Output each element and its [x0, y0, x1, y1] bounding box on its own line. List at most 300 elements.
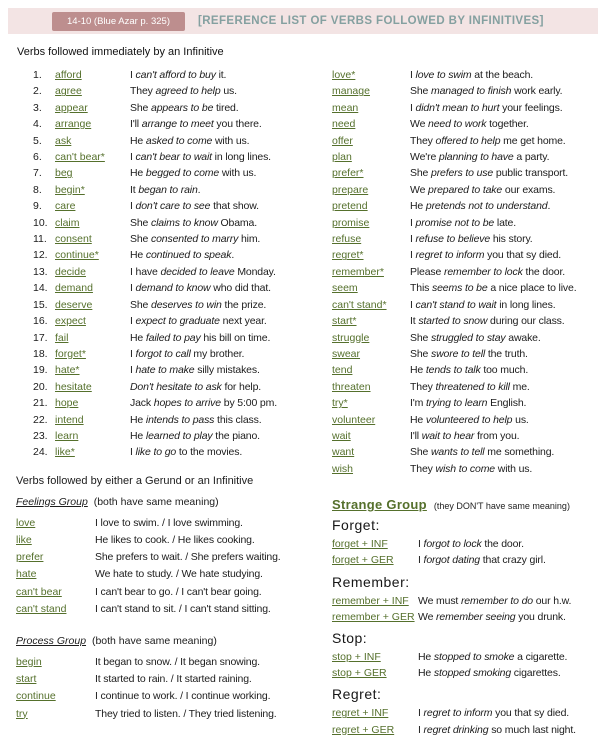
entry-number: 5.: [33, 134, 42, 147]
example-sentence: I'm trying to learn English.: [410, 397, 527, 410]
verb-entry: [332, 116, 594, 132]
example-emphasis: regret to inform: [423, 707, 493, 720]
example-sentence: It started to rain. / It started raining.: [95, 673, 252, 686]
example-sentence: I hate to make silly mistakes.: [130, 364, 260, 377]
verb-entry: [332, 461, 594, 477]
verb-word: afford: [55, 69, 82, 81]
example-emphasis: learned to play: [145, 429, 213, 442]
entry-number: 1.: [33, 69, 42, 81]
verb-word: appear: [55, 101, 88, 114]
verb-entry: [332, 395, 594, 411]
entry-number: 23.: [33, 429, 48, 442]
example-sentence: I promise not to be late.: [410, 216, 517, 229]
pattern-entry: [332, 665, 594, 681]
header-bar: [8, 8, 598, 34]
verb-entry: [332, 67, 594, 83]
verb-entry: [16, 584, 322, 601]
verb-entry: [33, 379, 322, 395]
verb-word: love*: [332, 69, 356, 81]
section2-title: Verbs followed by either a Gerund or an Infinitive: [16, 474, 254, 487]
example-emphasis: Don't hesitate to ask: [130, 380, 222, 393]
entry-number: 24.: [33, 446, 48, 459]
verb-word: mean: [332, 101, 359, 114]
verb-word: deserve: [55, 298, 93, 311]
verb-word: regret*: [332, 249, 364, 262]
example-sentence: I forgot to lock the door.: [418, 538, 524, 551]
process-group-heading: [16, 634, 322, 649]
verb-word: can't bear*: [55, 151, 105, 164]
example-sentence: They threatened to kill me.: [410, 380, 530, 393]
verb-entry: [332, 165, 594, 181]
example-emphasis: forgot to call: [135, 347, 191, 360]
verb-entry: [33, 182, 322, 198]
verb-word: threaten: [332, 380, 371, 393]
verb-entry: [332, 133, 594, 149]
example-sentence: He intends to pass this class.: [130, 413, 262, 426]
example-sentence: I can't bear to wait in long lines.: [130, 151, 271, 164]
verb-word: seem: [332, 282, 358, 295]
example-emphasis: refuse to believe: [415, 233, 491, 246]
example-sentence: She swore to tell the truth.: [410, 347, 528, 360]
example-emphasis: stopped to smoke: [433, 650, 515, 663]
verb-entry: [33, 412, 322, 428]
verb-entry: [33, 133, 322, 149]
example-sentence: We need to work together.: [410, 118, 529, 131]
example-sentence: He stopped to smoke a cigarette.: [418, 650, 568, 663]
example-emphasis: like to go: [135, 446, 177, 459]
verb-entry: [33, 215, 322, 231]
entry-number: 8.: [33, 183, 42, 196]
verb-word: want: [332, 446, 355, 459]
pattern-group-title: Forget:: [332, 517, 380, 534]
feelings-group: [16, 495, 322, 618]
section2: [16, 475, 322, 723]
pattern-group-title: Regret:: [332, 686, 382, 703]
verb-entry: [332, 379, 594, 395]
pattern-label: stop + INF: [332, 650, 381, 663]
entry-number: 15.: [33, 298, 48, 311]
verb-entry: [33, 362, 322, 378]
verb-entry: [33, 395, 322, 411]
example-emphasis: wait to hear: [421, 429, 475, 442]
verb-word: continue*: [55, 249, 99, 262]
example-emphasis: remember to do: [460, 594, 533, 607]
pattern-label: regret + GER: [332, 723, 395, 736]
verb-word: wait: [332, 429, 351, 442]
example-sentence: He tends to talk too much.: [410, 364, 529, 377]
example-emphasis: can't afford to buy: [135, 69, 216, 81]
verb-word: hate*: [55, 364, 80, 377]
verb-entry: [33, 313, 322, 329]
example-emphasis: deserves to win: [151, 298, 222, 311]
section1-title: Verbs followed immediately by an Infinitive: [17, 46, 224, 58]
verb-entry: [332, 198, 594, 214]
entry-number: 14.: [33, 282, 48, 295]
pattern-label: remember + INF: [332, 594, 409, 607]
pattern-label: regret + INF: [332, 707, 389, 720]
verb-entry: [332, 100, 594, 116]
pattern-label: remember + GER: [332, 610, 415, 623]
example-emphasis: failed to pay: [145, 331, 201, 344]
example-sentence: He stopped smoking cigarettes.: [418, 667, 561, 680]
example-sentence: They agreed to help us.: [130, 85, 237, 98]
entry-number: 21.: [33, 397, 48, 410]
right-column: [332, 67, 594, 738]
example-sentence: I regret drinking so much last night.: [418, 723, 576, 736]
entry-number: 2.: [33, 85, 42, 98]
verb-entry: [16, 532, 322, 549]
verb-word: try: [16, 707, 28, 720]
example-sentence: They wish to come with us.: [410, 462, 533, 475]
example-sentence: I can't bear to go. / I can't bear going.: [95, 585, 262, 598]
verb-word: demand: [55, 282, 93, 295]
process-group: [16, 634, 322, 723]
verb-entry: [33, 116, 322, 132]
entry-number: 6.: [33, 151, 42, 164]
verb-word: struggle: [332, 331, 370, 344]
entry-number: 20.: [33, 380, 48, 393]
example-sentence: I forgot to call my brother.: [130, 347, 245, 360]
example-sentence: Jack hopes to arrive by 5:00 pm.: [130, 397, 277, 410]
example-sentence: I forgot dating that crazy girl.: [418, 554, 546, 567]
example-sentence: I like to go to the movies.: [130, 446, 243, 459]
pattern-entry: [332, 536, 594, 552]
example-emphasis: wish to come: [435, 462, 495, 475]
verb-entry: [332, 346, 594, 362]
example-sentence: I continue to work. / I continue working.: [95, 690, 271, 703]
verb-entry: [332, 83, 594, 99]
group-name: Feelings Group: [16, 495, 88, 508]
example-sentence: He continued to speak.: [130, 249, 235, 262]
example-emphasis: seems to be: [432, 282, 488, 295]
verb-word: like: [16, 533, 32, 546]
example-sentence: We remember seeing you drunk.: [418, 610, 566, 623]
group-name: Strange Group: [332, 497, 427, 513]
example-emphasis: tends to talk: [425, 364, 481, 377]
entry-number: 3.: [33, 101, 42, 114]
example-emphasis: consented to marry: [151, 233, 239, 246]
verb-entry: [332, 231, 594, 247]
verb-entry: [33, 165, 322, 181]
verb-entry: [16, 706, 322, 723]
pattern-group-title: Remember:: [332, 573, 410, 590]
verb-entry: [332, 247, 594, 263]
example-emphasis: started to snow: [418, 315, 488, 328]
verb-word: care: [55, 200, 76, 213]
example-sentence: Please remember to lock the door.: [410, 265, 565, 278]
verb-word: love: [16, 516, 36, 529]
example-emphasis: arrange to meet: [141, 118, 214, 131]
pattern-label: stop + GER: [332, 667, 387, 680]
verb-entry: [332, 362, 594, 378]
verb-word: prefer*: [332, 167, 364, 180]
verb-entry: [33, 231, 322, 247]
verb-word: offer: [332, 134, 353, 147]
example-sentence: I love to swim. / I love swimming.: [95, 516, 243, 529]
page-title: [REFERENCE LIST OF VERBS FOLLOWED BY INFINITIVES]: [197, 15, 544, 27]
entry-number: 10.: [33, 216, 48, 229]
example-sentence: It started to snow during our class.: [410, 315, 565, 328]
example-sentence: She claims to know Obama.: [130, 216, 257, 229]
example-sentence: Don't hesitate to ask for help.: [130, 380, 262, 393]
verb-word: need: [332, 118, 356, 131]
verb-word: prefer: [16, 551, 44, 564]
verb-entry: [332, 330, 594, 346]
pattern-entry: [332, 609, 594, 625]
verb-word: intend: [55, 413, 84, 426]
verb-word: hope: [55, 397, 79, 410]
verb-entry: [332, 444, 594, 460]
example-sentence: This seems to be a nice place to live.: [410, 282, 577, 295]
example-emphasis: didn't mean to hurt: [415, 101, 500, 114]
example-sentence: I refuse to believe his story.: [410, 233, 533, 246]
verb-word: promise: [332, 216, 370, 229]
entry-number: 19.: [33, 364, 48, 377]
verb-entry: [16, 654, 322, 671]
example-sentence: He begged to come with us.: [130, 167, 257, 180]
verb-word: try*: [332, 397, 348, 410]
example-sentence: I regret to inform you that sy died.: [418, 707, 570, 720]
verb-word: agree: [55, 85, 82, 98]
example-emphasis: intends to pass: [145, 413, 215, 426]
example-emphasis: prepared to take: [428, 183, 503, 196]
example-sentence: I have decided to leave Monday.: [130, 265, 276, 278]
verb-entry: [33, 297, 322, 313]
verb-entry: [16, 688, 322, 705]
pattern-group-title: Stop:: [332, 629, 368, 646]
pattern-entry: [332, 649, 594, 665]
pattern-label: forget + GER: [332, 554, 394, 567]
example-emphasis: planning to have: [438, 151, 514, 164]
entry-number: 18.: [33, 347, 48, 360]
verb-word: continue: [16, 690, 56, 703]
verb-entry: [33, 444, 322, 460]
example-emphasis: hate to make: [135, 364, 195, 377]
example-sentence: I don't care to see that show.: [130, 200, 259, 213]
verb-entry: [33, 330, 322, 346]
verb-word: tend: [332, 364, 353, 377]
example-sentence: I demand to know who did that.: [130, 282, 271, 295]
example-emphasis: can't stand to wait: [415, 298, 497, 311]
verb-word: pretend: [332, 200, 368, 213]
example-emphasis: volunteered to help: [425, 413, 513, 426]
strange-group-section: [332, 497, 594, 738]
verb-entry: [33, 264, 322, 280]
example-sentence: I love to swim at the beach.: [410, 69, 534, 81]
verb-word: volunteer: [332, 413, 376, 426]
verb-word: like*: [55, 446, 75, 459]
verb-word: begin: [16, 655, 42, 668]
example-sentence: I'll arrange to meet you there.: [130, 118, 262, 131]
verb-entry: [16, 566, 322, 583]
group-name: Process Group: [16, 634, 87, 647]
entry-number: 4.: [33, 118, 42, 131]
example-sentence: I expect to graduate next year.: [130, 315, 267, 328]
entry-number: 22.: [33, 413, 48, 426]
verb-word: plan: [332, 151, 352, 164]
verb-word: start: [16, 673, 37, 686]
group-note: (both have same meaning): [91, 634, 217, 647]
example-sentence: He failed to pay his bill on time.: [130, 331, 271, 344]
strange-groups: [332, 516, 594, 738]
example-sentence: I didn't mean to hurt your feelings.: [410, 101, 563, 114]
verb-entry: [332, 280, 594, 296]
verb-entry: [33, 149, 322, 165]
example-sentence: He volunteered to help us.: [410, 413, 529, 426]
verb-word: prepare: [332, 183, 369, 196]
verb-word: wish: [332, 462, 354, 475]
verb-entry: [33, 346, 322, 362]
strange-group-heading: [332, 497, 594, 512]
example-sentence: I'll wait to hear from you.: [410, 429, 520, 442]
example-emphasis: forgot to lock: [423, 538, 482, 551]
feelings-group-heading: [16, 495, 322, 510]
verb-entry: [33, 83, 322, 99]
example-emphasis: remember seeing: [436, 610, 516, 623]
verb-word: remember*: [332, 265, 384, 278]
example-sentence: I can't stand to sit. / I can't stand sitting.: [95, 602, 271, 615]
example-emphasis: remember to lock: [443, 265, 523, 278]
verb-word: ask: [55, 134, 72, 147]
example-emphasis: promise not to be: [415, 216, 495, 229]
example-emphasis: love to swim: [415, 69, 472, 81]
entry-number: 16.: [33, 315, 48, 328]
example-emphasis: regret drinking: [423, 723, 489, 736]
example-emphasis: began to rain: [138, 183, 198, 196]
example-sentence: She appears to be tired.: [130, 101, 239, 114]
example-emphasis: begged to come: [145, 167, 220, 180]
pattern-entry: [332, 593, 594, 609]
entry-number: 12.: [33, 249, 48, 262]
verb-word: manage: [332, 85, 370, 98]
entry-number: 11.: [33, 233, 47, 246]
verb-word: decide: [55, 265, 86, 278]
example-sentence: She managed to finish work early.: [410, 85, 563, 98]
verb-word: can't stand: [16, 602, 67, 615]
pattern-entry: [332, 722, 594, 738]
example-sentence: He pretends not to understand.: [410, 200, 551, 213]
example-sentence: She deserves to win the prize.: [130, 298, 267, 311]
pattern-entry: [332, 705, 594, 721]
example-sentence: She consented to marry him.: [130, 233, 261, 246]
example-emphasis: appears to be: [151, 101, 214, 114]
verb-entry: [332, 428, 594, 444]
example-sentence: I can't afford to buy it.: [130, 69, 227, 81]
example-sentence: It began to rain.: [130, 183, 201, 196]
example-sentence: She prefers to use public transport.: [410, 167, 569, 180]
example-sentence: We prepared to take our exams.: [410, 183, 556, 196]
verb-entry: [33, 280, 322, 296]
entry-number: 17.: [33, 331, 48, 344]
feelings-verb-list: [16, 515, 322, 618]
group-note: (both have same meaning): [93, 495, 219, 508]
content-columns: [16, 67, 594, 738]
verb-word: swear: [332, 347, 361, 360]
group-note: (they DON'T have same meaning): [433, 501, 570, 512]
entry-number: 9.: [33, 200, 42, 213]
example-emphasis: forgot dating: [423, 554, 480, 567]
verb-entry: [332, 313, 594, 329]
verb-entry: [16, 515, 322, 532]
example-emphasis: wants to tell: [431, 446, 485, 459]
pattern-label: forget + INF: [332, 538, 388, 551]
verb-entry: [33, 100, 322, 116]
verb-entry: [33, 247, 322, 263]
verb-word: hate: [16, 568, 37, 581]
example-emphasis: pretends not to understand: [425, 200, 548, 213]
verb-word: can't bear: [16, 585, 62, 598]
verb-entry: [332, 182, 594, 198]
example-sentence: He asked to come with us.: [130, 134, 250, 147]
example-emphasis: claims to know: [151, 216, 218, 229]
example-emphasis: decided to leave: [160, 265, 235, 278]
example-sentence: She prefers to wait. / She prefers waiting.: [95, 551, 281, 564]
verb-word: refuse: [332, 233, 362, 246]
entry-number: 13.: [33, 265, 48, 278]
verb-entry: [16, 601, 322, 618]
verb-entry: [332, 297, 594, 313]
example-emphasis: swore to tell: [431, 347, 486, 360]
chapter-badge: 14-10 (Blue Azar p. 325): [52, 12, 185, 31]
example-sentence: I regret to inform you that sy died.: [410, 249, 562, 262]
verb-word: consent: [55, 233, 92, 246]
verb-word: can't stand*: [332, 298, 387, 311]
example-sentence: He learned to play the piano.: [130, 429, 260, 442]
infinitive-verb-list-2: [332, 67, 594, 477]
verb-entry: [16, 549, 322, 566]
verb-word: begin*: [55, 183, 85, 196]
example-emphasis: offered to help: [435, 134, 501, 147]
example-emphasis: need to work: [428, 118, 487, 131]
example-sentence: We must remember to do our h.w.: [418, 594, 572, 607]
example-emphasis: regret to inform: [415, 249, 485, 262]
example-emphasis: can't bear to wait: [135, 151, 212, 164]
verb-word: forget*: [55, 347, 86, 360]
example-emphasis: expect to graduate: [135, 315, 220, 328]
verb-entry: [332, 412, 594, 428]
example-sentence: She wants to tell me something.: [410, 446, 555, 459]
verb-entry: [332, 149, 594, 165]
example-emphasis: managed to finish: [431, 85, 512, 98]
verb-word: learn: [55, 429, 79, 442]
verb-word: claim: [55, 216, 80, 229]
verb-word: expect: [55, 315, 86, 328]
example-emphasis: continued to speak: [145, 249, 232, 262]
example-emphasis: hopes to arrive: [153, 397, 221, 410]
example-emphasis: asked to come: [145, 134, 213, 147]
example-sentence: They tried to listen. / They tried listening.: [95, 707, 277, 720]
example-emphasis: stopped smoking: [433, 667, 512, 680]
example-sentence: She struggled to stay awake.: [410, 331, 541, 344]
example-emphasis: prefers to use: [431, 167, 494, 180]
entry-number: 7.: [33, 167, 42, 180]
example-emphasis: don't care to see: [135, 200, 211, 213]
verb-word: start*: [332, 315, 357, 328]
example-emphasis: struggled to stay: [431, 331, 506, 344]
example-sentence: We hate to study. / We hate studying.: [95, 568, 263, 581]
left-column: [16, 67, 322, 738]
infinitive-verb-list-1: [33, 67, 322, 461]
verb-entry: [33, 198, 322, 214]
example-sentence: We're planning to have a party.: [410, 151, 550, 164]
process-verb-list: [16, 654, 322, 723]
verb-word: hesitate: [55, 380, 92, 393]
example-emphasis: agreed to help: [155, 85, 221, 98]
example-emphasis: trying to learn: [426, 397, 488, 410]
verb-entry: [33, 67, 322, 83]
verb-word: fail: [55, 331, 69, 344]
example-sentence: They offered to help me get home.: [410, 134, 566, 147]
